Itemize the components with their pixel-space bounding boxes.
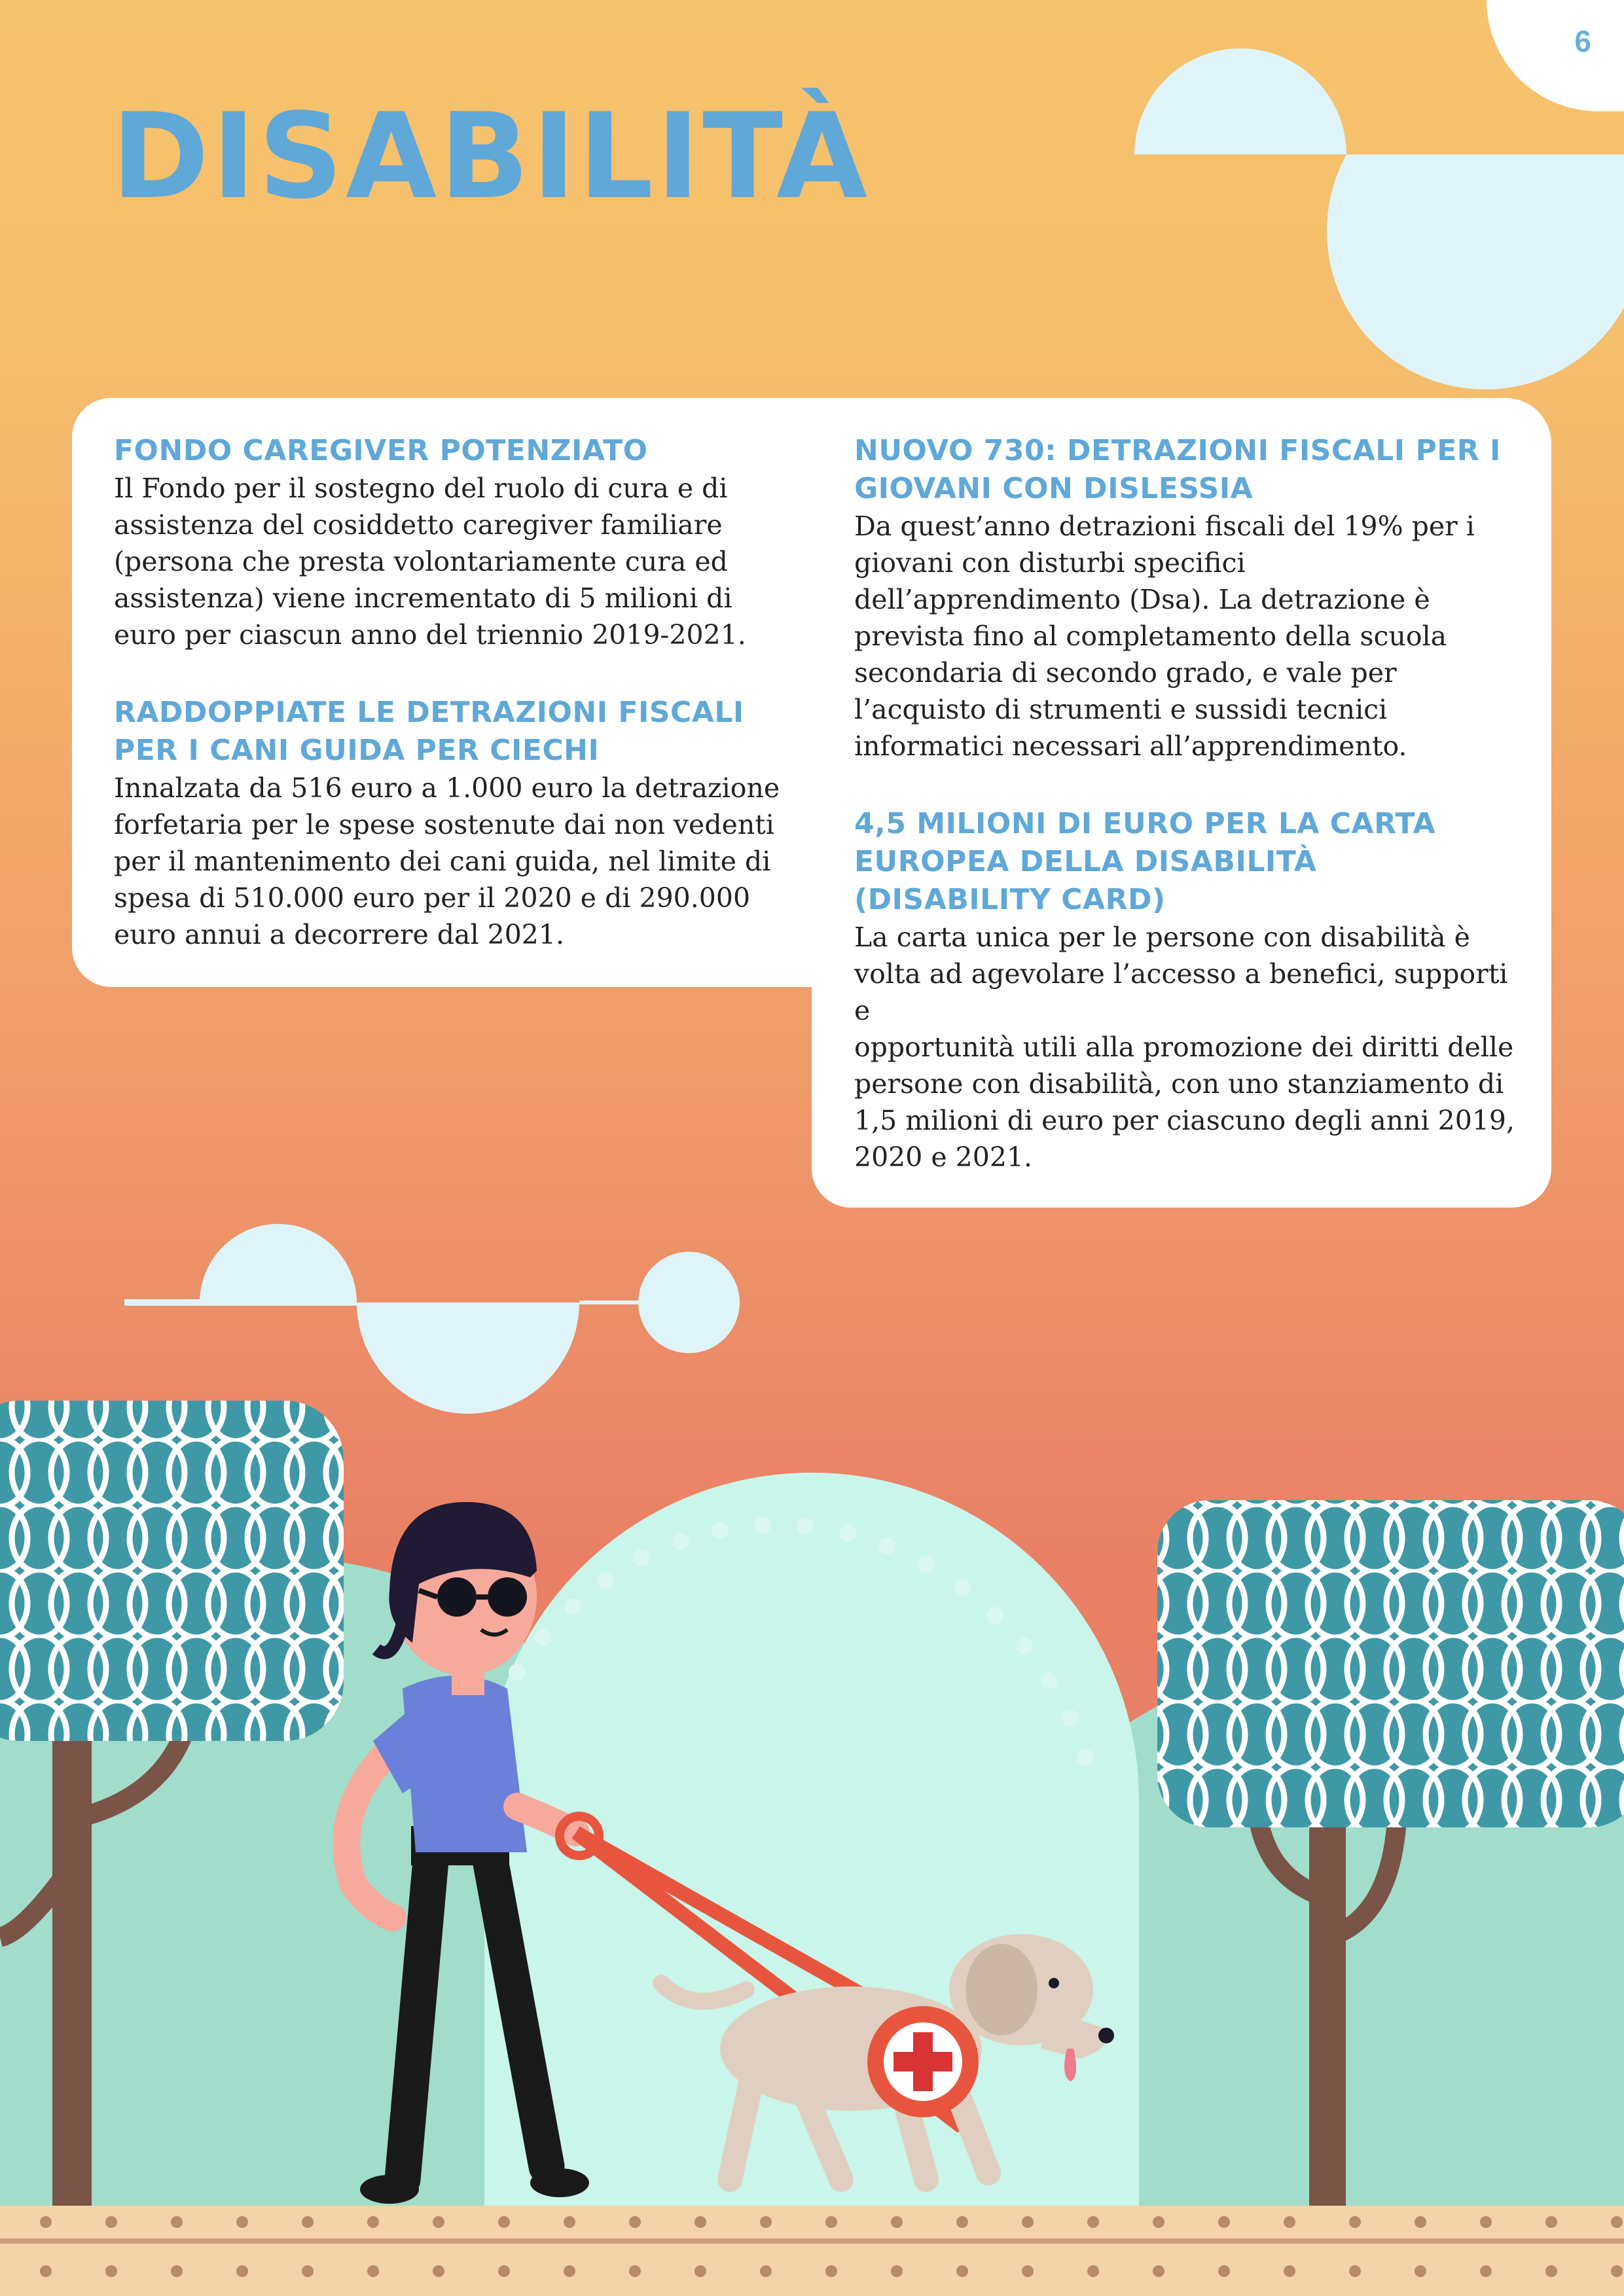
section-disability-card [854,805,1522,1175]
section-text: Da quest’anno detrazioni fiscali del 19% per i giovani con disturbi specifici dell’apprendimento (Dsa). La detrazione è prevista fino al completamento della scuola secondaria di secondo grado, e vale per l’acquisto di strumenti e sussidi tecnici informatici necessari all’apprendimento. [854,511,1475,762]
section-heading: RADDOPPIATE LE DETRAZIONI FISCALI PER I CANI GUIDA PER CIECHI [114,696,744,767]
page-number: 6 [1574,24,1591,58]
page-title: DISABILITÀ [111,88,871,225]
section-text: Innalzata da 516 euro a 1.000 euro la detrazione forfetaria per le spese sostenute dai non vedenti per il mantenimento dei cani guida, nel limite di spesa di 510.000 euro per il 2020 e di 290.000 euro annui a decorrere dal 2021. [114,772,780,950]
tree-icon [0,1401,344,2206]
guide-dog-icon [661,1934,1114,2179]
page-number-tab [1487,0,1624,111]
left-column [114,432,788,994]
right-column [854,432,1522,1216]
section-guide-dogs [114,694,788,953]
section-heading: 4,5 MILIONI DI EURO PER LA CARTA EUROPEA DELLA DISABILITÀ (DISABILITY CARD) [854,807,1436,916]
cloud-icon [124,1224,740,1414]
section-dyslexia [854,432,1522,764]
person-with-sunglasses-icon [346,1502,962,2204]
red-cross-icon [893,2032,952,2091]
section-text: La carta unica per le persone con disabilità è volta ad agevolare l’accesso a benefici, supporti e opportunità utili alla promozione dei diritti delle persone con disabilità, con uno stanziamento di 1,5 milioni di euro per ciascuno degli anni 2019, 2020 e 2021. [854,922,1515,1173]
section-heading: FONDO CAREGIVER POTENZIATO [114,434,648,467]
section-caregiver [114,432,788,653]
section-heading: NUOVO 730: DETRAZIONI FISCALI PER I GIOVANI CON DISLESSIA [854,434,1501,505]
tree-icon [1157,1500,1624,2206]
section-text: Il Fondo per il sostegno del ruolo di cura e di assistenza del cosiddetto caregiver familiare (persona che presta volontariamente cura ed assistenza) viene incrementato di 5 milioni di euro per ciascun anno del triennio 2019-2021. [114,473,746,651]
